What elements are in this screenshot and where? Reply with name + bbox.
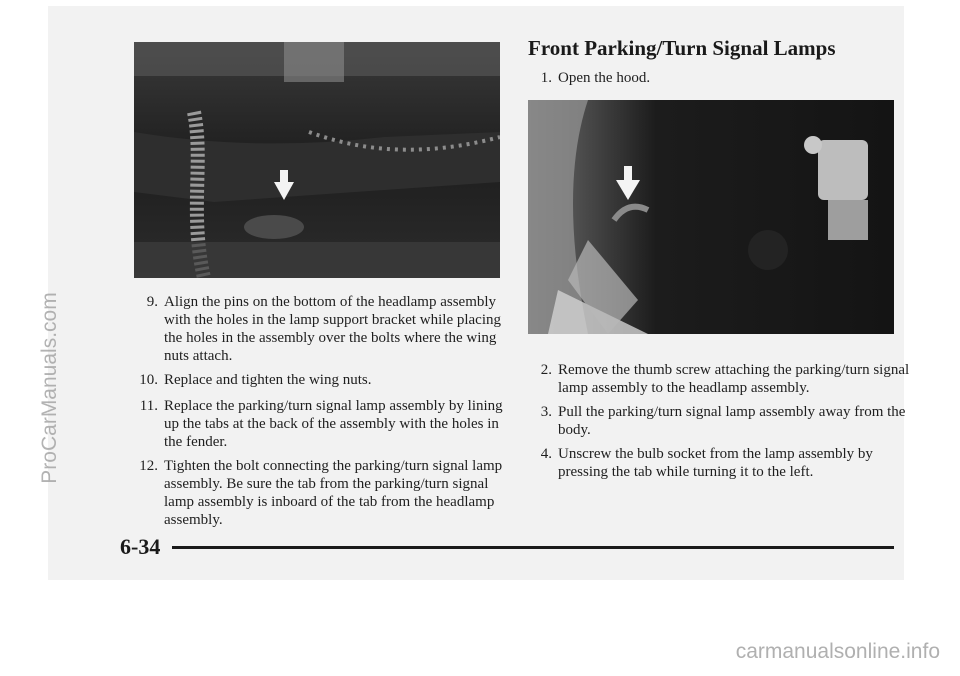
step-2: [522, 361, 912, 397]
parking-lamp-photo: [528, 100, 894, 334]
side-watermark-text: ProCarManuals.com: [38, 292, 61, 484]
step-number: 4.: [540, 446, 552, 462]
step-number: 9.: [146, 294, 158, 310]
step-number: 1.: [540, 70, 552, 86]
step-12: [128, 457, 508, 529]
step-11: [128, 397, 508, 451]
side-watermark: [22, 148, 78, 628]
step-text: Replace the parking/turn signal lamp assembly by lining up the tabs at the back of the assembly with the holes in the fender.: [164, 398, 503, 450]
step-1: [522, 69, 902, 87]
section-title: Front Parking/Turn Signal Lamps: [528, 36, 836, 60]
manual-page: [48, 6, 910, 580]
step-text: Remove the thumb screw attaching the parking/turn signal lamp assembly to the headlamp assembly.: [558, 362, 910, 396]
bottom-watermark: carmanualsonline.info: [735, 640, 940, 663]
step-text: Unscrew the bulb socket from the lamp assembly by pressing the tab while turning it to the left.: [558, 446, 873, 480]
step-text: Replace and tighten the wing nuts.: [164, 372, 372, 388]
step-text: Tighten the bolt connecting the parking/turn signal lamp assembly. Be sure the tab from the parking/turn signal lamp assembly is inboard of the tab from the headlamp assembly.: [164, 458, 503, 528]
step-text: Pull the parking/turn signal lamp assembly away from the body.: [558, 404, 906, 438]
step-3: [522, 403, 912, 439]
step-text: Align the pins on the bottom of the headlamp assembly with the holes in the lamp support bracket while placing the holes in the assembly over the bolts where the wing nuts attach.: [164, 294, 502, 364]
step-4: [522, 445, 912, 481]
step-text: Open the hood.: [558, 70, 651, 86]
page-number: 6-34: [120, 534, 161, 559]
step-10: [128, 371, 508, 389]
step-number: 11.: [139, 398, 158, 414]
headlamp-wiring-photo: [134, 42, 500, 278]
step-number: 2.: [540, 362, 552, 378]
step-number: 10.: [139, 372, 158, 388]
step-number: 12.: [139, 458, 158, 474]
step-9: [128, 293, 508, 365]
footer-rule: [172, 546, 894, 549]
step-number: 3.: [540, 404, 552, 420]
